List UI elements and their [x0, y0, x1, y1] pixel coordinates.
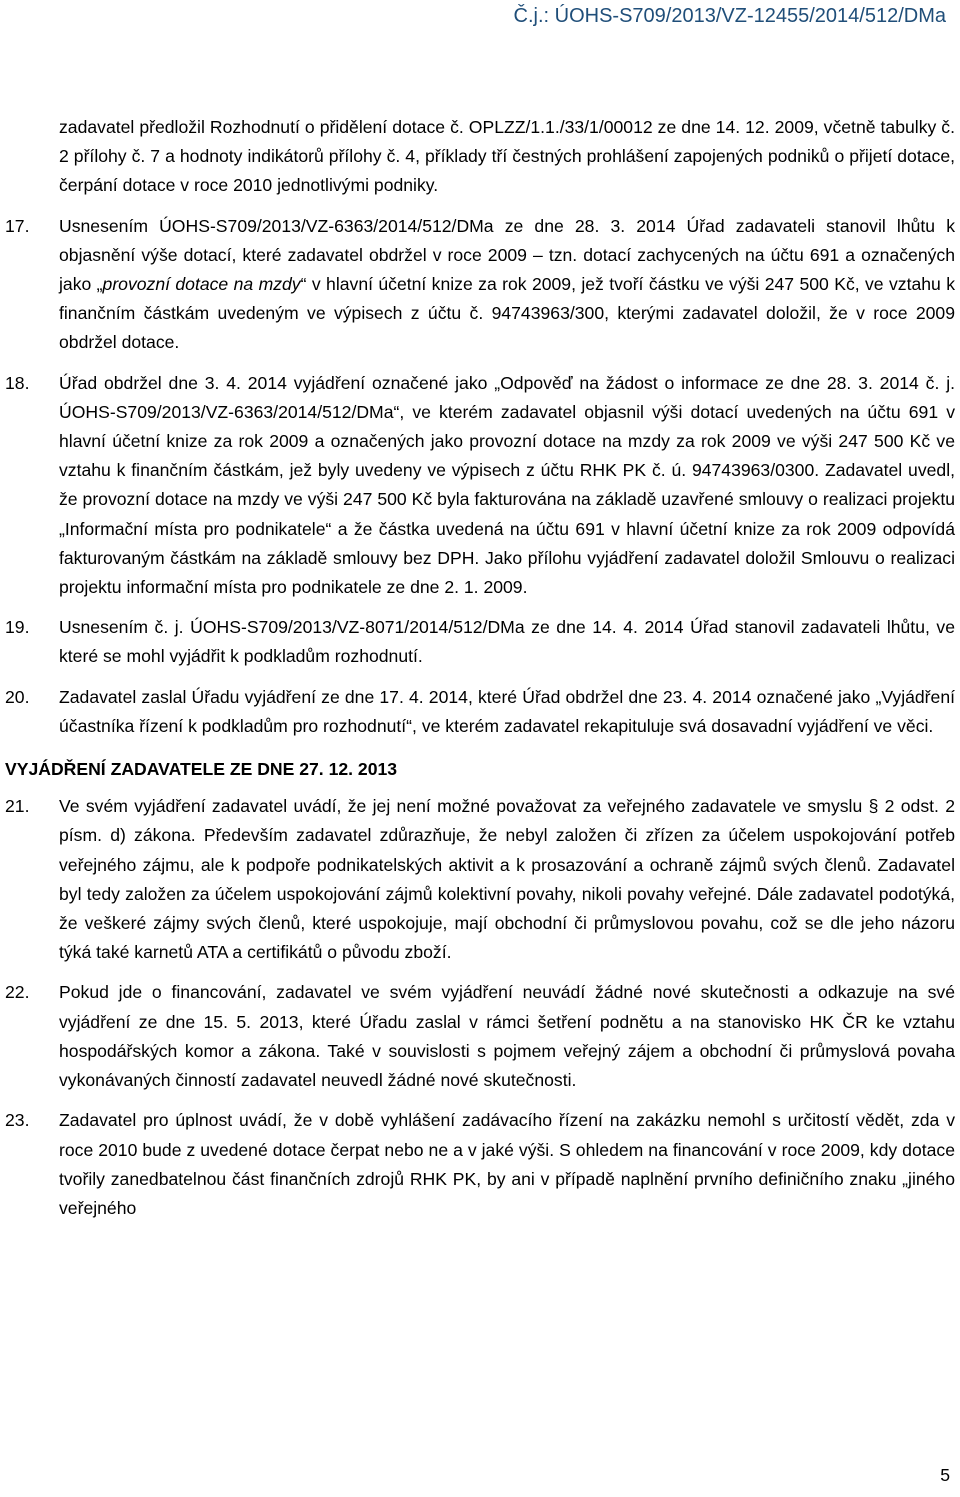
- page-number: 5: [940, 1465, 950, 1485]
- paragraph-text-italic: provozní dotace na mzdy: [102, 274, 301, 295]
- paragraph-list: [0, 113, 955, 741]
- paragraph-number: 19.: [5, 617, 30, 638]
- paragraph-text: Usnesením č. j. ÚOHS-S709/2013/VZ-8071/2014/512/DMa ze dne 14. 4. 2014 Úřad stanovil zadavateli lhůtu, ve které se mohl vyjádřit k podkladům rozhodnutí.: [59, 617, 955, 667]
- document-reference: Č.j.: ÚOHS-S709/2013/VZ-12455/2014/512/DMa: [513, 5, 946, 27]
- paragraph-text: Úřad obdržel dne 3. 4. 2014 vyjádření označené jako „Odpověď na žádost o informace ze dne 28. 3. 2014 č. j. ÚOHS-S709/2013/VZ-6363/2014/512/DMa“, ve kterém zadavatel objasnil výši dotací uvedených na účtu 691 v hlavní účetní knize za rok 2009 a označených jako provozní dotace na mzdy za rok 2009 ve výši 247 500 Kč ve vztahu k finančním částkám, jež byly uvedeny ve výpisech z účtu RHK PK č. ú. 94743963/0300. Zadavatel uvedl, že provozní dotace na mzdy ve výši 247 500 Kč byla fakturována na základě uzavřené smlouvy o realizaci projektu „Informační místa pro podnikatele“ a že částka uvedená na účtu 691 v hlavní účetní knize za rok 2009 odpovídá fakturovaným částkám na základě smlouvy bez DPH. Jako přílohu vyjádření zadavatel doložil Smlouvu o realizaci projektu informační místa pro podnikatele ze dne 2. 1. 2009.: [59, 372, 955, 598]
- paragraph-text: Pokud jde o financování, zadavatel ve svém vyjádření neuvádí žádné nové skutečnosti a odkazuje na své vyjádření ze dne 15. 5. 2013, které Úřadu zaslal v rámci šetření podnětu a na stanovisko HK ČR ke vztahu hospodářských komor a zákona. Také v souvislosti s pojmem veřejný zájem a obchodní či průmyslová povaha vykonávaných činností zadavatel neuvedl žádné nové skutečnosti.: [59, 982, 955, 1091]
- paragraph-text: Usnesením ÚOHS-S709/2013/VZ-6363/2014/512/DMa ze dne 28. 3. 2014 Úřad zadavateli stanovil lhůtu k objasnění výše dotací, které zadavatel obdržel v roce 2009 – tzn. dotací zachycených na účtu 691 a označených jako „: [59, 215, 955, 295]
- paragraph-number: 22.: [5, 982, 30, 1003]
- paragraph-text: Ve svém vyjádření zadavatel uvádí, že jej není možné považovat za veřejného zadavatele ve smyslu § 2 odst. 2 písm. d) zákona. Především zadavatel zdůrazňuje, že nebyl založen či zřízen za účelem uspokojování potřeb veřejného zájmu, ale k podpoře podnikatelských aktivit a k prosazování a ochraně zájmů svých členů. Zadavatel byl tedy založen za účelem uspokojování zájmů kolektivní povahy, nikoli povahy veřejné. Dále zadavatel podotýká, že veškeré zájmy svých členů, které uspokojuje, mají obchodní či průmyslovou povahu, což se dle jeho názoru týká také karnetů ATA a certifikátů o původu zboží.: [59, 796, 955, 963]
- paragraph-text: Zadavatel zaslal Úřadu vyjádření ze dne 17. 4. 2014, které Úřad obdržel dne 23. 4. 2014 označené jako „Vyjádření účastníka řízení k podkladům pro rozhodnutí“, ve kterém zadavatel rekapituluje svá dosavadní vyjádření ve věci.: [59, 686, 955, 736]
- section-heading: VYJÁDŘENÍ ZADAVATELE ZE DNE 27. 12. 2013: [5, 759, 398, 780]
- paragraph: [0, 113, 955, 201]
- paragraph-number: 20.: [5, 686, 30, 707]
- paragraph: [0, 792, 955, 967]
- paragraph: [0, 369, 955, 603]
- paragraph: [0, 212, 955, 358]
- paragraph-number: 21.: [5, 796, 30, 817]
- paragraph-number: 23.: [5, 1110, 30, 1131]
- paragraph-text: Zadavatel pro úplnost uvádí, že v době vyhlášení zadávacího řízení na zakázku nemohl s určitostí vědět, zda v roce 2010 bude z uvedené dotace čerpat nebo ne a v jaké výši. S ohledem na financování v roce 2009, kdy dotace tvořily zanedbatelnou část finančních zdrojů RHK PK, by ani v případě naplnění prvního definičního znaku „jiného veřejného: [59, 1110, 955, 1218]
- paragraph-text: zadavatel předložil Rozhodnutí o přidělení dotace č. OPLZZ/1.1./33/1/00012 ze dne 14. 12. 2009, včetně tabulky č. 2 přílohy č. 7 a hodnoty indikátorů přílohy č. 4, příklady tří čestných prohlášení zapojených podniků o přijetí dotace, čerpání dotace v roce 2010 jednotlivými podniky.: [59, 117, 955, 196]
- paragraph-text: “ v hlavní účetní knize za rok 2009, jež tvoří částku ve výši 247 500 Kč, ve vztahu k finančním částkám uvedeným ve výpisech z účtu č. 94743963/300, kterými zadavatel doložil, že v roce 2009 obdržel dotace.: [59, 274, 956, 353]
- paragraph: [0, 683, 955, 741]
- paragraph-number: 18.: [5, 372, 30, 393]
- paragraph: [0, 1106, 955, 1223]
- paragraph: [0, 613, 955, 671]
- paragraph: [0, 978, 955, 1095]
- document-body: [0, 113, 955, 1223]
- paragraph-number: 17.: [5, 215, 30, 236]
- paragraph-list: [0, 792, 955, 1223]
